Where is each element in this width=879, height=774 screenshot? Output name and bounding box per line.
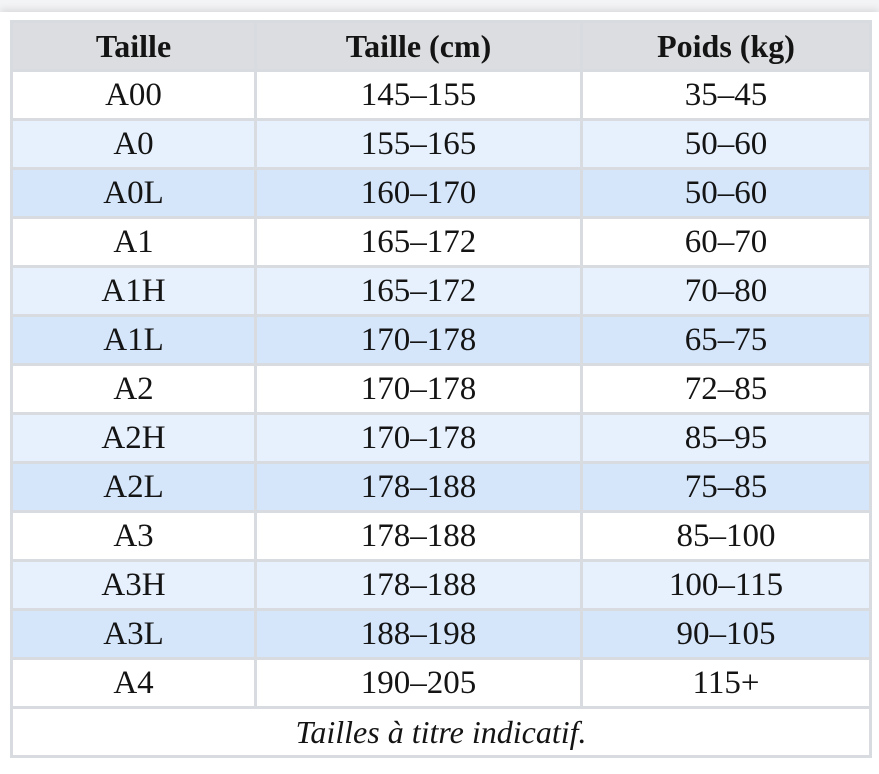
table-row <box>13 660 869 706</box>
cell-size: A2 <box>13 366 254 412</box>
cell-size: A0 <box>13 121 254 167</box>
table-row <box>13 268 869 314</box>
cell-height: 170–178 <box>257 415 580 461</box>
cell-height: 155–165 <box>257 121 580 167</box>
cell-height: 145–155 <box>257 72 580 118</box>
cell-size: A4 <box>13 660 254 706</box>
cell-size: A3L <box>13 611 254 657</box>
table-row <box>13 121 869 167</box>
header-height: Taille (cm) <box>257 23 580 69</box>
cell-size: A1L <box>13 317 254 363</box>
cell-height: 170–178 <box>257 366 580 412</box>
document-frame <box>0 12 879 774</box>
cell-size: A1H <box>13 268 254 314</box>
cell-height: 188–198 <box>257 611 580 657</box>
cell-size: A3H <box>13 562 254 608</box>
cell-height: 170–178 <box>257 317 580 363</box>
cell-size: A00 <box>13 72 254 118</box>
cell-weight: 100–115 <box>583 562 869 608</box>
cell-height: 178–188 <box>257 562 580 608</box>
cell-height: 178–188 <box>257 513 580 559</box>
cell-size: A0L <box>13 170 254 216</box>
cell-weight: 90–105 <box>583 611 869 657</box>
cell-size: A3 <box>13 513 254 559</box>
table-row <box>13 366 869 412</box>
size-chart-table <box>10 20 872 758</box>
header-size: Taille <box>13 23 254 69</box>
cell-weight: 60–70 <box>583 219 869 265</box>
cell-weight: 115+ <box>583 660 869 706</box>
table-row <box>13 170 869 216</box>
table-row <box>13 219 869 265</box>
cell-size: A2H <box>13 415 254 461</box>
table-note-row <box>13 709 869 755</box>
cell-weight: 75–85 <box>583 464 869 510</box>
table-note: Tailles à titre indicatif. <box>13 709 869 755</box>
cell-weight: 72–85 <box>583 366 869 412</box>
cell-height: 165–172 <box>257 268 580 314</box>
cell-size: A1 <box>13 219 254 265</box>
table-row <box>13 464 869 510</box>
cell-height: 160–170 <box>257 170 580 216</box>
table-row <box>13 513 869 559</box>
cell-weight: 65–75 <box>583 317 869 363</box>
cell-weight: 85–95 <box>583 415 869 461</box>
cell-height: 178–188 <box>257 464 580 510</box>
table-row <box>13 611 869 657</box>
header-weight: Poids (kg) <box>583 23 869 69</box>
table-row <box>13 415 869 461</box>
cell-weight: 50–60 <box>583 121 869 167</box>
cell-height: 190–205 <box>257 660 580 706</box>
table-row <box>13 72 869 118</box>
table-row <box>13 562 869 608</box>
table-body <box>13 72 869 706</box>
cell-weight: 85–100 <box>583 513 869 559</box>
cell-size: A2L <box>13 464 254 510</box>
cell-height: 165–172 <box>257 219 580 265</box>
table-header-row <box>13 23 869 69</box>
table-row <box>13 317 869 363</box>
cell-weight: 70–80 <box>583 268 869 314</box>
cell-weight: 35–45 <box>583 72 869 118</box>
cell-weight: 50–60 <box>583 170 869 216</box>
